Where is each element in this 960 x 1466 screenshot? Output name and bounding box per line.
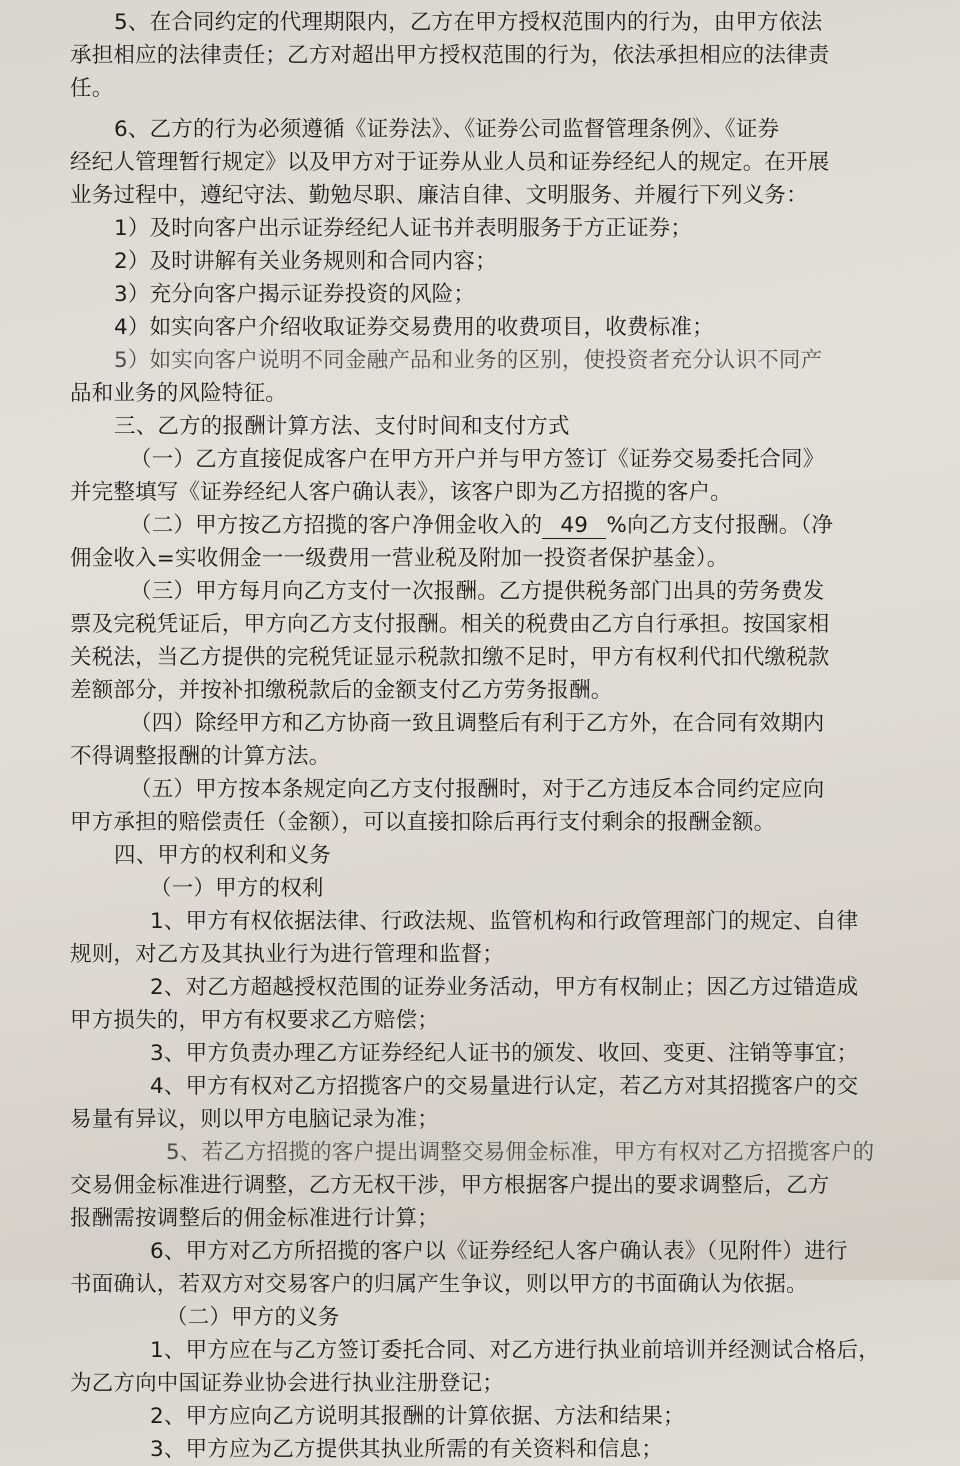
- clause-6-line-2: 经纪人管理暂行规定》以及甲方对于证券从业人员和证券经纪人的规定。在开展: [70, 150, 830, 175]
- duty-item-2: 2）及时讲解有关业务规则和合同内容；: [114, 249, 497, 274]
- obligation-1-line-1: 1、甲方应在与乙方签订委托合同、对乙方进行执业前培训并经测试合格后，: [150, 1338, 880, 1363]
- s3-item-2-prefix: （二）甲方按乙方招揽的客户净佣金收入的: [130, 513, 543, 538]
- s3-item-2-line-1: [70, 509, 932, 542]
- duty-item-4: 4）如实向客户介绍收取证券交易费用的收费项目，收费标准；: [114, 315, 714, 340]
- right-2-line-2: 甲方损失的，甲方有权要求乙方赔偿；: [70, 1008, 439, 1033]
- s3-item-3-line-4: 差额部分，并按补扣缴税款后的金额支付乙方劳务报酬。: [70, 678, 613, 703]
- clause-6-line-3: 业务过程中，遵纪守法、勤勉尽职、廉洁自律、文明服务、并履行下列义务：: [70, 183, 808, 208]
- s3-item-3-line-2: 票及完税凭证后，甲方向乙方支付报酬。相关的税费由乙方自行承担。按国家相: [70, 612, 830, 637]
- right-2-line-1: 2、对乙方超越授权范围的证券业务活动，甲方有权制止；因乙方过错造成: [150, 975, 859, 1000]
- right-3-line-1: 3、甲方负责办理乙方证券经纪人证书的颁发、收回、变更、注销等事宜；: [150, 1041, 859, 1066]
- clause-5-line-1: 5、在合同约定的代理期限内，乙方在甲方授权范围内的行为，由甲方依法: [114, 10, 823, 35]
- right-4-line-1: 4、甲方有权对乙方招揽客户的交易量进行认定，若乙方对其招揽客户的交: [150, 1074, 859, 1099]
- right-1-line-2: 规则，对乙方及其执业行为进行管理和监督；: [70, 942, 505, 967]
- obligation-2-line-1: 2、甲方应向乙方说明其报酬的计算依据、方法和结果；: [150, 1404, 685, 1429]
- clause-6-line-1: 6、乙方的行为必须遵循《证券法》、《证券公司监督管理条例》、《证券: [114, 117, 780, 142]
- section-3-heading: 三、乙方的报酬计算方法、支付时间和支付方式: [114, 414, 570, 439]
- right-5-line-3: 报酬需按调整后的佣金标准进行计算；: [70, 1206, 439, 1231]
- right-4-line-2: 易量有异议，则以甲方电脑记录为准；: [70, 1107, 439, 1132]
- s3-item-3-line-3: 关税法，当乙方提供的完税凭证显示税款扣缴不足时，甲方有权利代扣代缴税款: [70, 645, 830, 670]
- right-5-line-2: 交易佣金标准进行调整，乙方无权干涉，甲方根据客户提出的要求调整后，乙方: [70, 1173, 830, 1198]
- right-5-line-1: 5、若乙方招揽的客户提出调整交易佣金标准，甲方有权对乙方招揽客户的: [166, 1140, 875, 1165]
- s3-item-5-line-1: （五）甲方按本条规定向乙方支付报酬时，对于乙方违反本合同约定应向: [130, 777, 825, 802]
- clause-5-line-2: 承担相应的法律责任；乙方对超出甲方授权范围的行为，依法承担相应的法律责: [70, 43, 830, 68]
- s3-item-2-suffix: %向乙方支付报酬。（净: [606, 513, 834, 538]
- duty-item-5: 5）如实向客户说明不同金融产品和业务的区别，使投资者充分认识不同产: [114, 348, 823, 373]
- duty-item-5-cont: 品和业务的风险特征。: [70, 381, 288, 406]
- duty-item-3: 3）充分向客户揭示证券投资的风险；: [114, 282, 476, 307]
- s3-item-4-line-2: 不得调整报酬的计算方法。: [70, 744, 331, 769]
- commission-percent-value: 49: [542, 514, 606, 539]
- right-6-line-1: 6、甲方对乙方所招揽的客户以《证券经纪人客户确认表》（见附件）进行: [150, 1239, 848, 1264]
- s3-item-4-line-1: （四）除经甲方和乙方协商一致且调整后有利于乙方外，在合同有效期内: [130, 711, 825, 736]
- duty-item-1: 1）及时向客户出示证券经纪人证书并表明服务于方正证券；: [114, 216, 693, 241]
- clause-5-line-3: 任。: [70, 76, 114, 101]
- s3-item-1-line-1: （一）乙方直接促成客户在甲方开户并与甲方签订《证券交易委托合同》: [130, 447, 825, 472]
- right-6-line-2: 书面确认，若双方对交易客户的归属产生争议，则以甲方的书面确认为依据。: [70, 1272, 808, 1297]
- obligation-3-line-1: 3、甲方应为乙方提供其执业所需的有关资料和信息；: [150, 1437, 663, 1462]
- section-4-heading: 四、甲方的权利和义务: [114, 843, 332, 868]
- rights-heading: （一）甲方的权利: [150, 876, 324, 901]
- s3-item-5-line-2: 甲方承担的赔偿责任（金额），可以直接扣除后再行支付剩余的报酬金额。: [70, 810, 776, 835]
- right-1-line-1: 1、甲方有权依据法律、行政法规、监管机构和行政管理部门的规定、自律: [150, 909, 859, 934]
- obligations-heading: （二）甲方的义务: [166, 1305, 340, 1330]
- s3-item-2-line-2: 佣金收入=实收佣金一一级费用一营业税及附加一投资者保护基金）。: [70, 546, 729, 571]
- s3-item-3-line-1: （三）甲方每月向乙方支付一次报酬。乙方提供税务部门出具的劳务费发: [130, 579, 825, 604]
- s3-item-1-line-2: 并完整填写《证券经纪人客户确认表》，该客户即为乙方招揽的客户。: [70, 480, 732, 505]
- obligation-1-line-2: 为乙方向中国证券业协会进行执业注册登记；: [70, 1371, 505, 1396]
